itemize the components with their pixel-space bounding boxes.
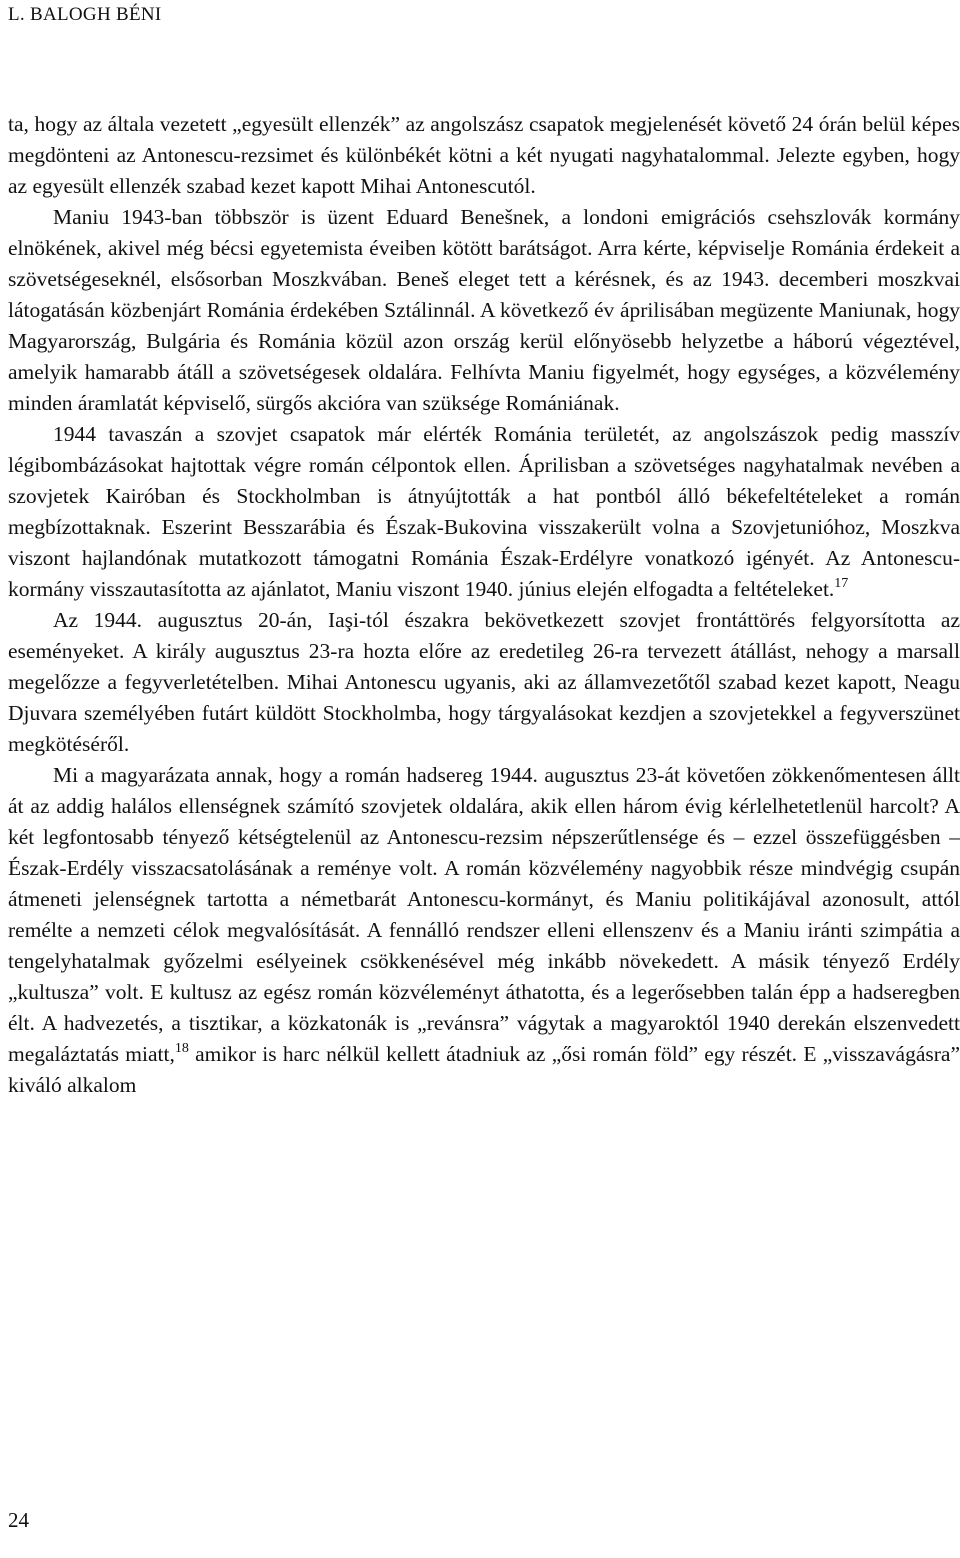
paragraph: Maniu 1943-ban többször is üzent Eduard Benešnek, a londoni emigrációs csehszlovák kormány elnökének, akivel még bécsi egyetemista éveiben kötött barátságot. Arra kérte, képviselje Románia érdekeit a szövetségeseknél, elsősorban Moszkvában. Beneš eleget tett a kérésnek, és az 1943. decemberi moszkvai látogatásán közbenjárt Románia érdekében Sztálinnál. A következő év áprilisában megüzente Maniunak, hogy Magyarország, Bulgária és Románia közül azon ország kerül előnyösebb helyzetbe a háború végeztével, amelyik hamarabb átáll a szövetségesek oldalára. Felhívta Maniu figyelmét, hogy egységes, a közvélemény minden áramlatát képviselő, sürgős akcióra van szüksége Romániának. [8, 205, 960, 415]
paragraph [8, 760, 960, 1101]
paragraph: ta, hogy az általa vezetett „egyesült ellenzék” az angolszász csapatok megjelenését követő 24 órán belül képes megdönteni az Antonescu-rezsimet és különbékét kötni a két nyugati nagyhatalommal. Jelezte egyben, hogy az egyesült ellenzék szabad kezet kapott Mihai Antonescutól. [8, 112, 960, 198]
paragraph-text: 1944 tavaszán a szovjet csapatok már elérték Románia területét, az angolszászok pedig masszív légibombázásokat hajtottak végre román célpontok ellen. Áprilisban a szövetséges nagyhatalmak nevében a szovjetek Kairóban és Stockholmban is átnyújtották a hat pontból álló békefeltételeket a román megbízottaknak. Eszerint Besszarábia és Észak-Bukovina visszakerült volna a Szovjetunióhoz, Moszkva viszont hajlandónak mutatkozott támogatni Románia Észak-Erdélyre vonatkozó igényét. Az Antonescu-kormány visszautasította az ajánlatot, Maniu viszont 1940. június elején elfogadta a feltételeket. [8, 422, 960, 601]
footnote-ref-17: 17 [834, 576, 849, 591]
body-text [8, 109, 960, 1101]
paragraph-text: Mi a magyarázata annak, hogy a román hadsereg 1944. augusztus 23-át követően zökkenőmentesen állt át az addig halálos ellenségnek számító szovjetek oldalára, akik ellen három évig kérlelhetetlenül harcolt? A két legfontosabb tényező kétségtelenül az Antonescu-rezsim népszerűtlensége és – ezzel összefüggésben – Észak-Erdély visszacsatolásának a reménye volt. A román közvélemény nagyobbik része mindvégig csupán átmeneti jelenségnek tartotta a németbarát Antonescu-kormányt, és Maniu politikájával azonosult, attól remélte a nemzeti célok megvalósítását. A fennálló rendszer elleni ellenszenv és a Maniu iránti szimpátia a tengelyhatalmak győzelmi esélyeinek csökkenésével még inkább növekedett. A másik tényező Erdély „kultusza” volt. E kultusz az egész román közvéleményt áthatotta, és a legerősebben talán épp a hadseregben élt. A hadvezetés, a tisztikar, a közkatonák is „revánsra” vágytak a magyaroktól 1940 derekán elszenvedett megaláztatás miatt, [8, 763, 960, 1066]
paragraph [8, 419, 960, 605]
footnote-ref-18: 18 [174, 1041, 189, 1056]
paragraph: Az 1944. augusztus 20-án, Iaşi-tól északra bekövetkezett szovjet frontáttörés felgyorsította az eseményeket. A király augusztus 23-ra hozta előre az eredetileg 26-ra tervezett átállást, nehogy a marsall megelőzze a fegyverletételben. Mihai Antonescu ugyanis, aki az államvezetőtől szabad kezet kapott, Neagu Djuvara személyében futárt küldött Stockholmba, hogy tárgyalásokat kezdjen a szovjetekkel a fegyverszünet megkötéséről. [8, 608, 960, 756]
running-head: L. BALOGH BÉNI [8, 4, 162, 25]
paragraph-text: amikor is harc nélkül kellett átadniuk az „ősi román föld” egy részét. E „visszavágásra” kiváló alkalom [8, 1042, 960, 1097]
page-number: 24 [8, 1508, 29, 1532]
